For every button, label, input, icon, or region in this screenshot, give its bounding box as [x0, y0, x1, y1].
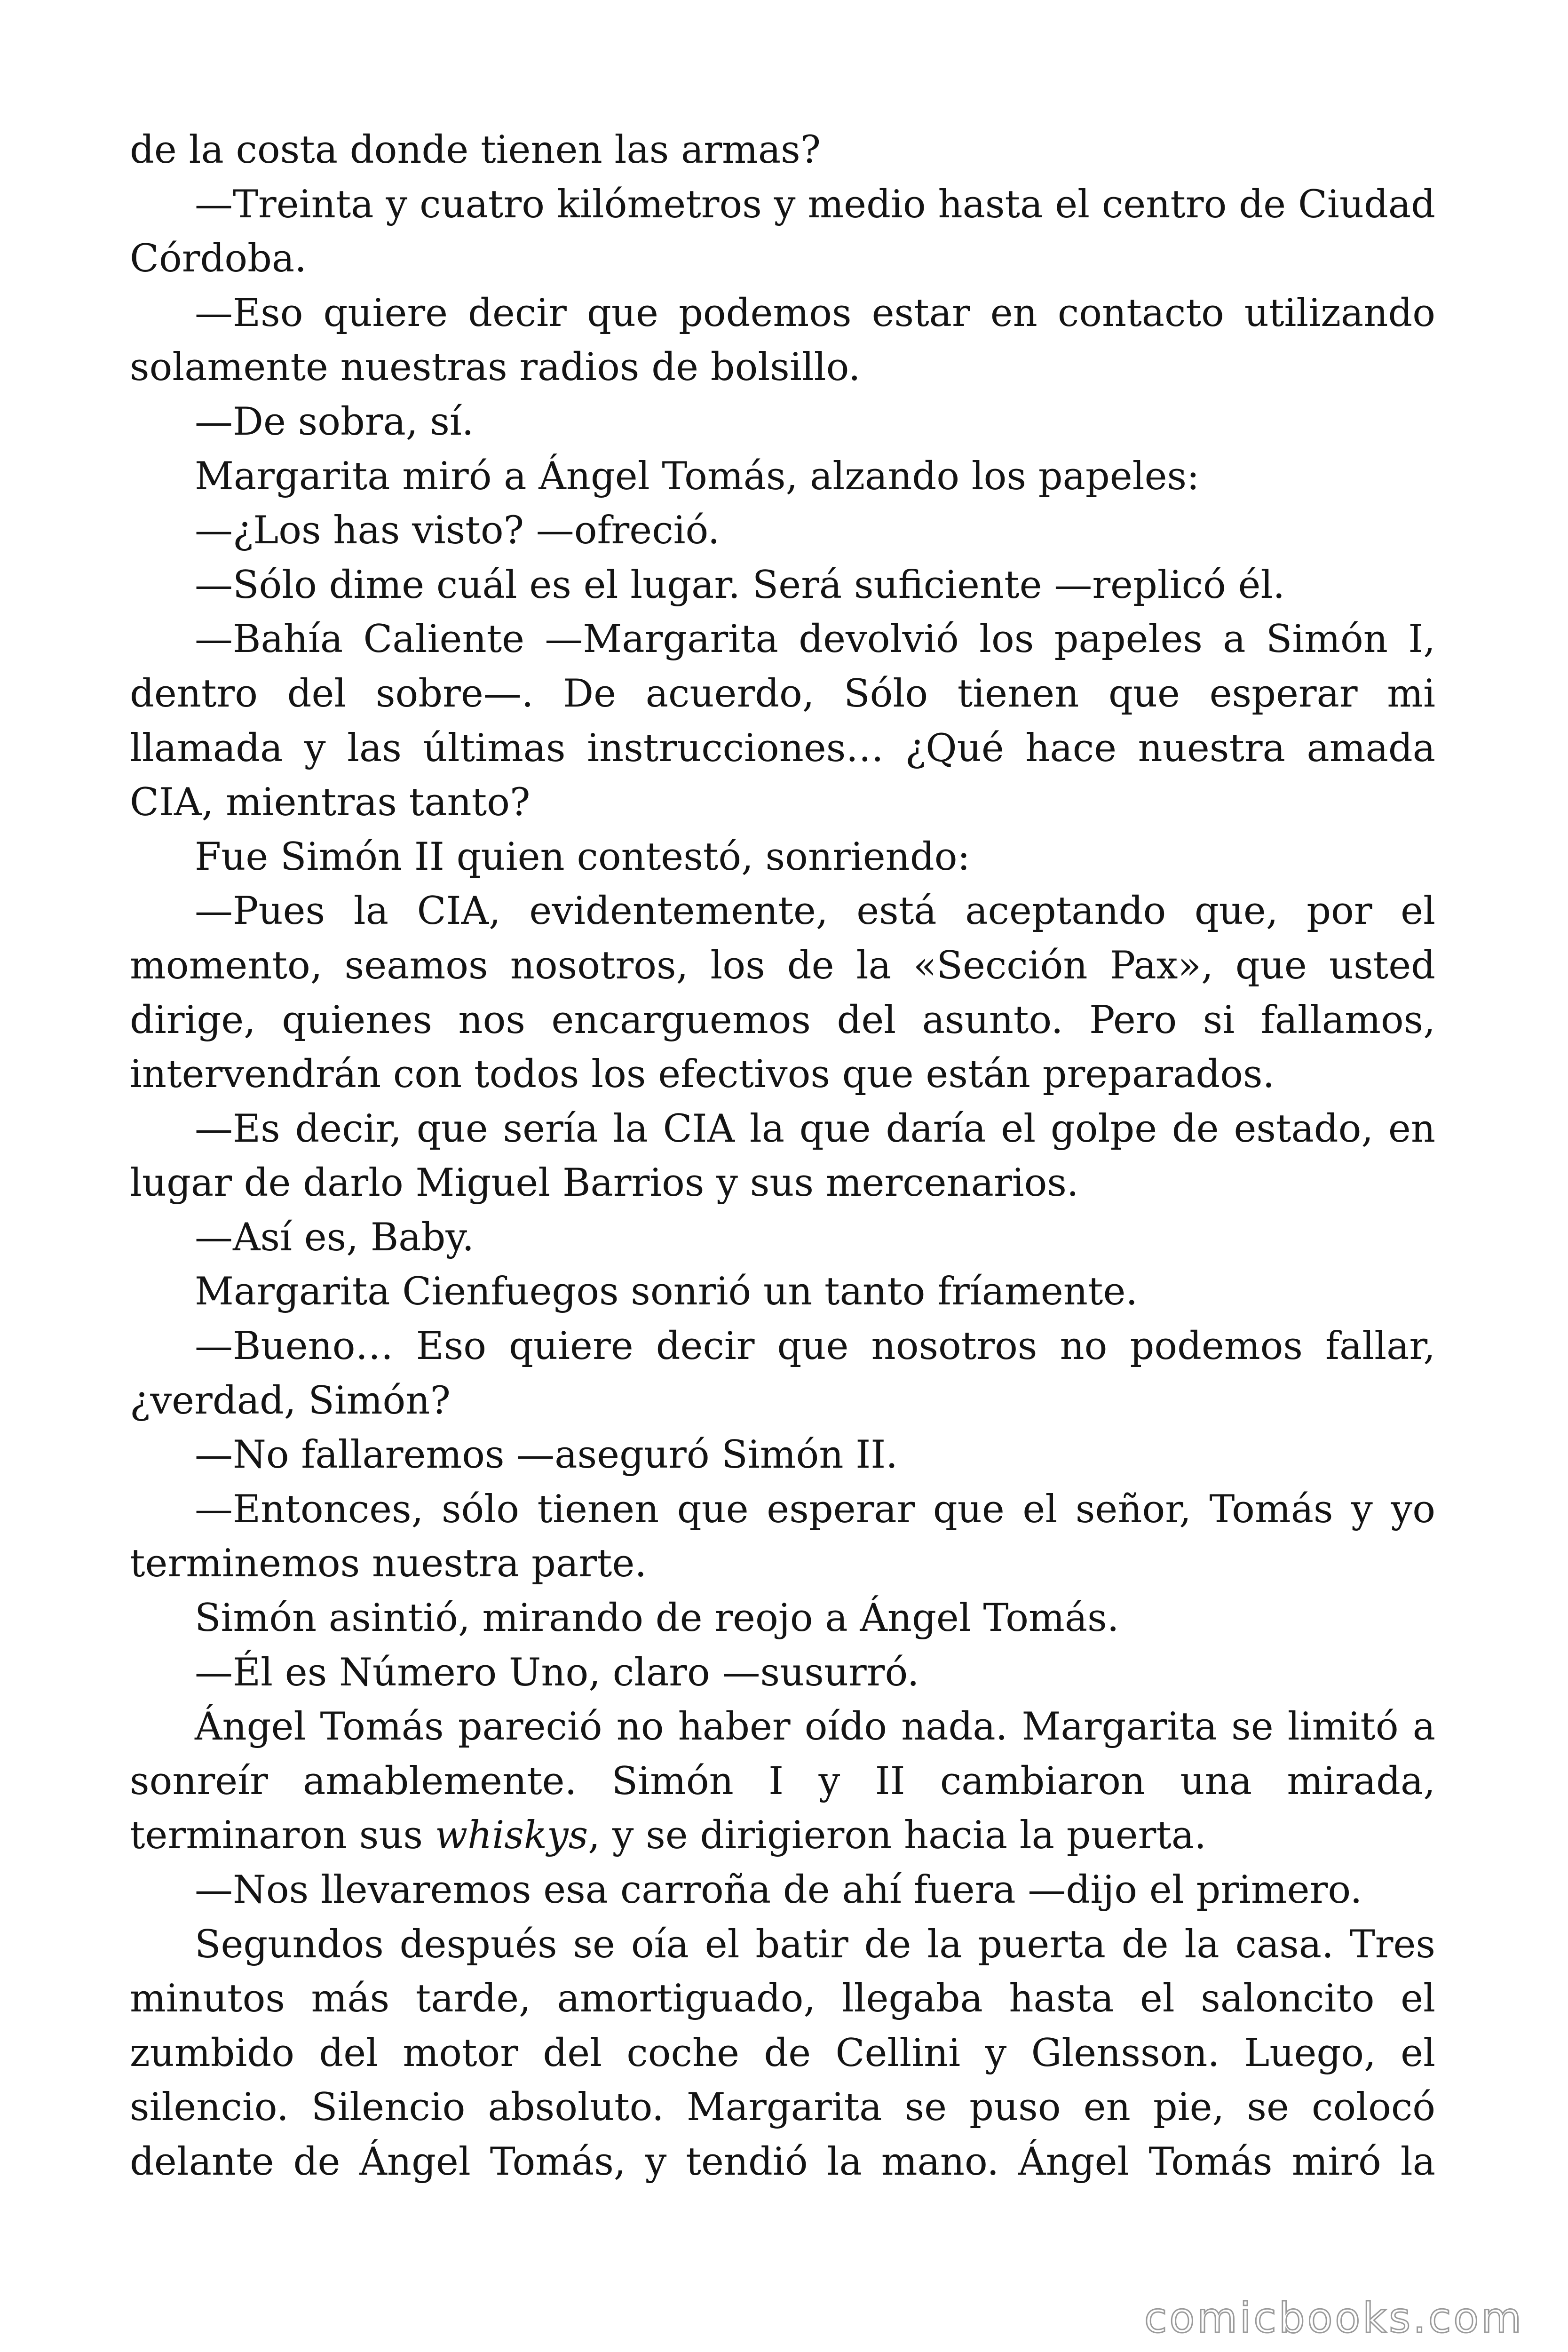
paragraph: —Treinta y cuatro kilómetros y medio hasta el centro de Ciudad Córdoba. [130, 182, 1435, 281]
paragraph: —Así es, Baby. [195, 1215, 475, 1260]
paragraph: —Sólo dime cuál es el lugar. Será suficiente —replicó él. [195, 563, 1285, 607]
paragraph: —Él es Número Uno, claro —susurró. [195, 1650, 919, 1695]
paragraph: Fue Simón II quien contestó, sonriendo: [195, 834, 970, 879]
paragraph: —Entonces, sólo tienen que esperar que el señor, Tomás y yo terminemos nuestra parte. [130, 1487, 1435, 1586]
paragraph-with-italic [130, 1700, 1435, 1863]
italic-word: whiskys [435, 1813, 588, 1858]
paragraph: —No fallaremos —aseguró Simón II. [195, 1433, 898, 1478]
paragraph: Segundos después se oía el batir de la puerta de la casa. Tres minutos más tarde, amortiguado, llegaba hasta el saloncito el zumbido del motor del coche de Cellini y Glensson. Luego, el silencio. Silencio absoluto. Margarita se puso en pie, se colocó delante de Ángel Tomás, y tendió la mano. Ángel Tomás miró la [130, 1922, 1435, 2184]
paragraph: —¿Los has visto? —ofreció. [195, 509, 720, 553]
body-text [130, 123, 1435, 2190]
paragraph: de la costa donde tienen las armas? [130, 128, 821, 172]
paragraph: —Nos llevaremos esa carroña de ahí fuera —dijo el primero. [195, 1868, 1362, 1912]
paragraph: —Es decir, que sería la CIA la que daría el golpe de estado, en lugar de darlo Miguel Barrios y sus mercenarios. [130, 1106, 1435, 1206]
paragraph: Margarita miró a Ángel Tomás, alzando los papeles: [195, 454, 1200, 499]
watermark-logo: comicbooks.com [1144, 2294, 1524, 2342]
paragraph-text: Ángel Tomás pareció no haber oído nada. Margarita se limitó a sonreír amablemente. Simón I y II cambiaron una mirada, terminaron sus [130, 1705, 1435, 1858]
paragraph: —Bahía Caliente —Margarita devolvió los papeles a Simón I, dentro del sobre—. De acuerdo, Sólo tienen que esperar mi llamada y las últimas instrucciones… ¿Qué hace nuestra amada CIA, mientras tanto? [130, 617, 1435, 825]
paragraph-text-after: , y se dirigieron hacia la puerta. [588, 1813, 1206, 1858]
paragraph: Margarita Cienfuegos sonrió un tanto fríamente. [195, 1270, 1138, 1314]
paragraph: —Pues la CIA, evidentemente, está aceptando que, por el momento, seamos nosotros, los de la «Sección Pax», que usted dirige, quienes nos encarguemos del asunto. Pero si fallamos, intervendrán con todos los efectivos que están preparados. [130, 889, 1435, 1097]
paragraph: —Bueno… Eso quiere decir que nosotros no podemos fallar, ¿verdad, Simón? [130, 1324, 1435, 1423]
paragraph: —Eso quiere decir que podemos estar en contacto utilizando solamente nuestras radios de bolsillo. [130, 291, 1435, 390]
paragraph: Simón asintió, mirando de reojo a Ángel Tomás. [195, 1596, 1119, 1641]
paragraph: —De sobra, sí. [195, 399, 474, 444]
